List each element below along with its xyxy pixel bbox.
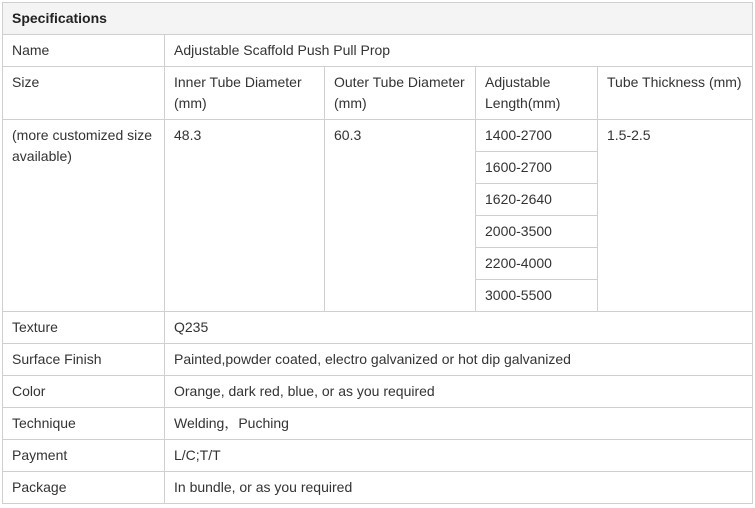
adjustable-length-value: 1600-2700	[476, 152, 598, 184]
adjustable-length-value: 2200-4000	[476, 248, 598, 280]
adjustable-length-value: 3000-5500	[476, 280, 598, 312]
color-value: Orange, dark red, blue, or as you required	[165, 376, 753, 408]
payment-value: L/C;T/T	[165, 440, 753, 472]
adjustable-length-value: 1620-2640	[476, 184, 598, 216]
table-row-name	[3, 35, 753, 67]
adjustable-length-value: 2000-3500	[476, 216, 598, 248]
adjustable-length-value: 1400-2700	[476, 120, 598, 152]
color-label: Color	[3, 376, 165, 408]
package-label: Package	[3, 472, 165, 504]
surface-finish-value: Painted,powder coated, electro galvanized or hot dip galvanized	[165, 344, 753, 376]
texture-value: Q235	[165, 312, 753, 344]
surface-finish-label: Surface Finish	[3, 344, 165, 376]
table-row-surface-finish	[3, 344, 753, 376]
texture-label: Texture	[3, 312, 165, 344]
technique-value: Welding，Puching	[165, 408, 753, 440]
table-row-texture	[3, 312, 753, 344]
size-note: (more customized size available)	[3, 120, 165, 312]
table-row-size-headers	[3, 67, 753, 120]
table-row-payment	[3, 440, 753, 472]
outer-tube-diameter-header: Outer Tube Diameter (mm)	[325, 67, 476, 120]
table-row-size-values	[3, 120, 753, 152]
payment-label: Payment	[3, 440, 165, 472]
specifications-heading: Specifications	[3, 3, 753, 35]
inner-tube-diameter-value: 48.3	[165, 120, 325, 312]
technique-label: Technique	[3, 408, 165, 440]
adjustable-length-header: Adjustable Length(mm)	[476, 67, 598, 120]
specifications-table	[2, 2, 753, 504]
size-label: Size	[3, 67, 165, 120]
inner-tube-diameter-header: Inner Tube Diameter (mm)	[165, 67, 325, 120]
table-row-color	[3, 376, 753, 408]
table-row-package	[3, 472, 753, 504]
tube-thickness-value: 1.5-2.5	[598, 120, 753, 312]
package-value: In bundle, or as you required	[165, 472, 753, 504]
table-row-technique	[3, 408, 753, 440]
outer-tube-diameter-value: 60.3	[325, 120, 476, 312]
name-value: Adjustable Scaffold Push Pull Prop	[165, 35, 753, 67]
name-label: Name	[3, 35, 165, 67]
tube-thickness-header: Tube Thickness (mm)	[598, 67, 753, 120]
